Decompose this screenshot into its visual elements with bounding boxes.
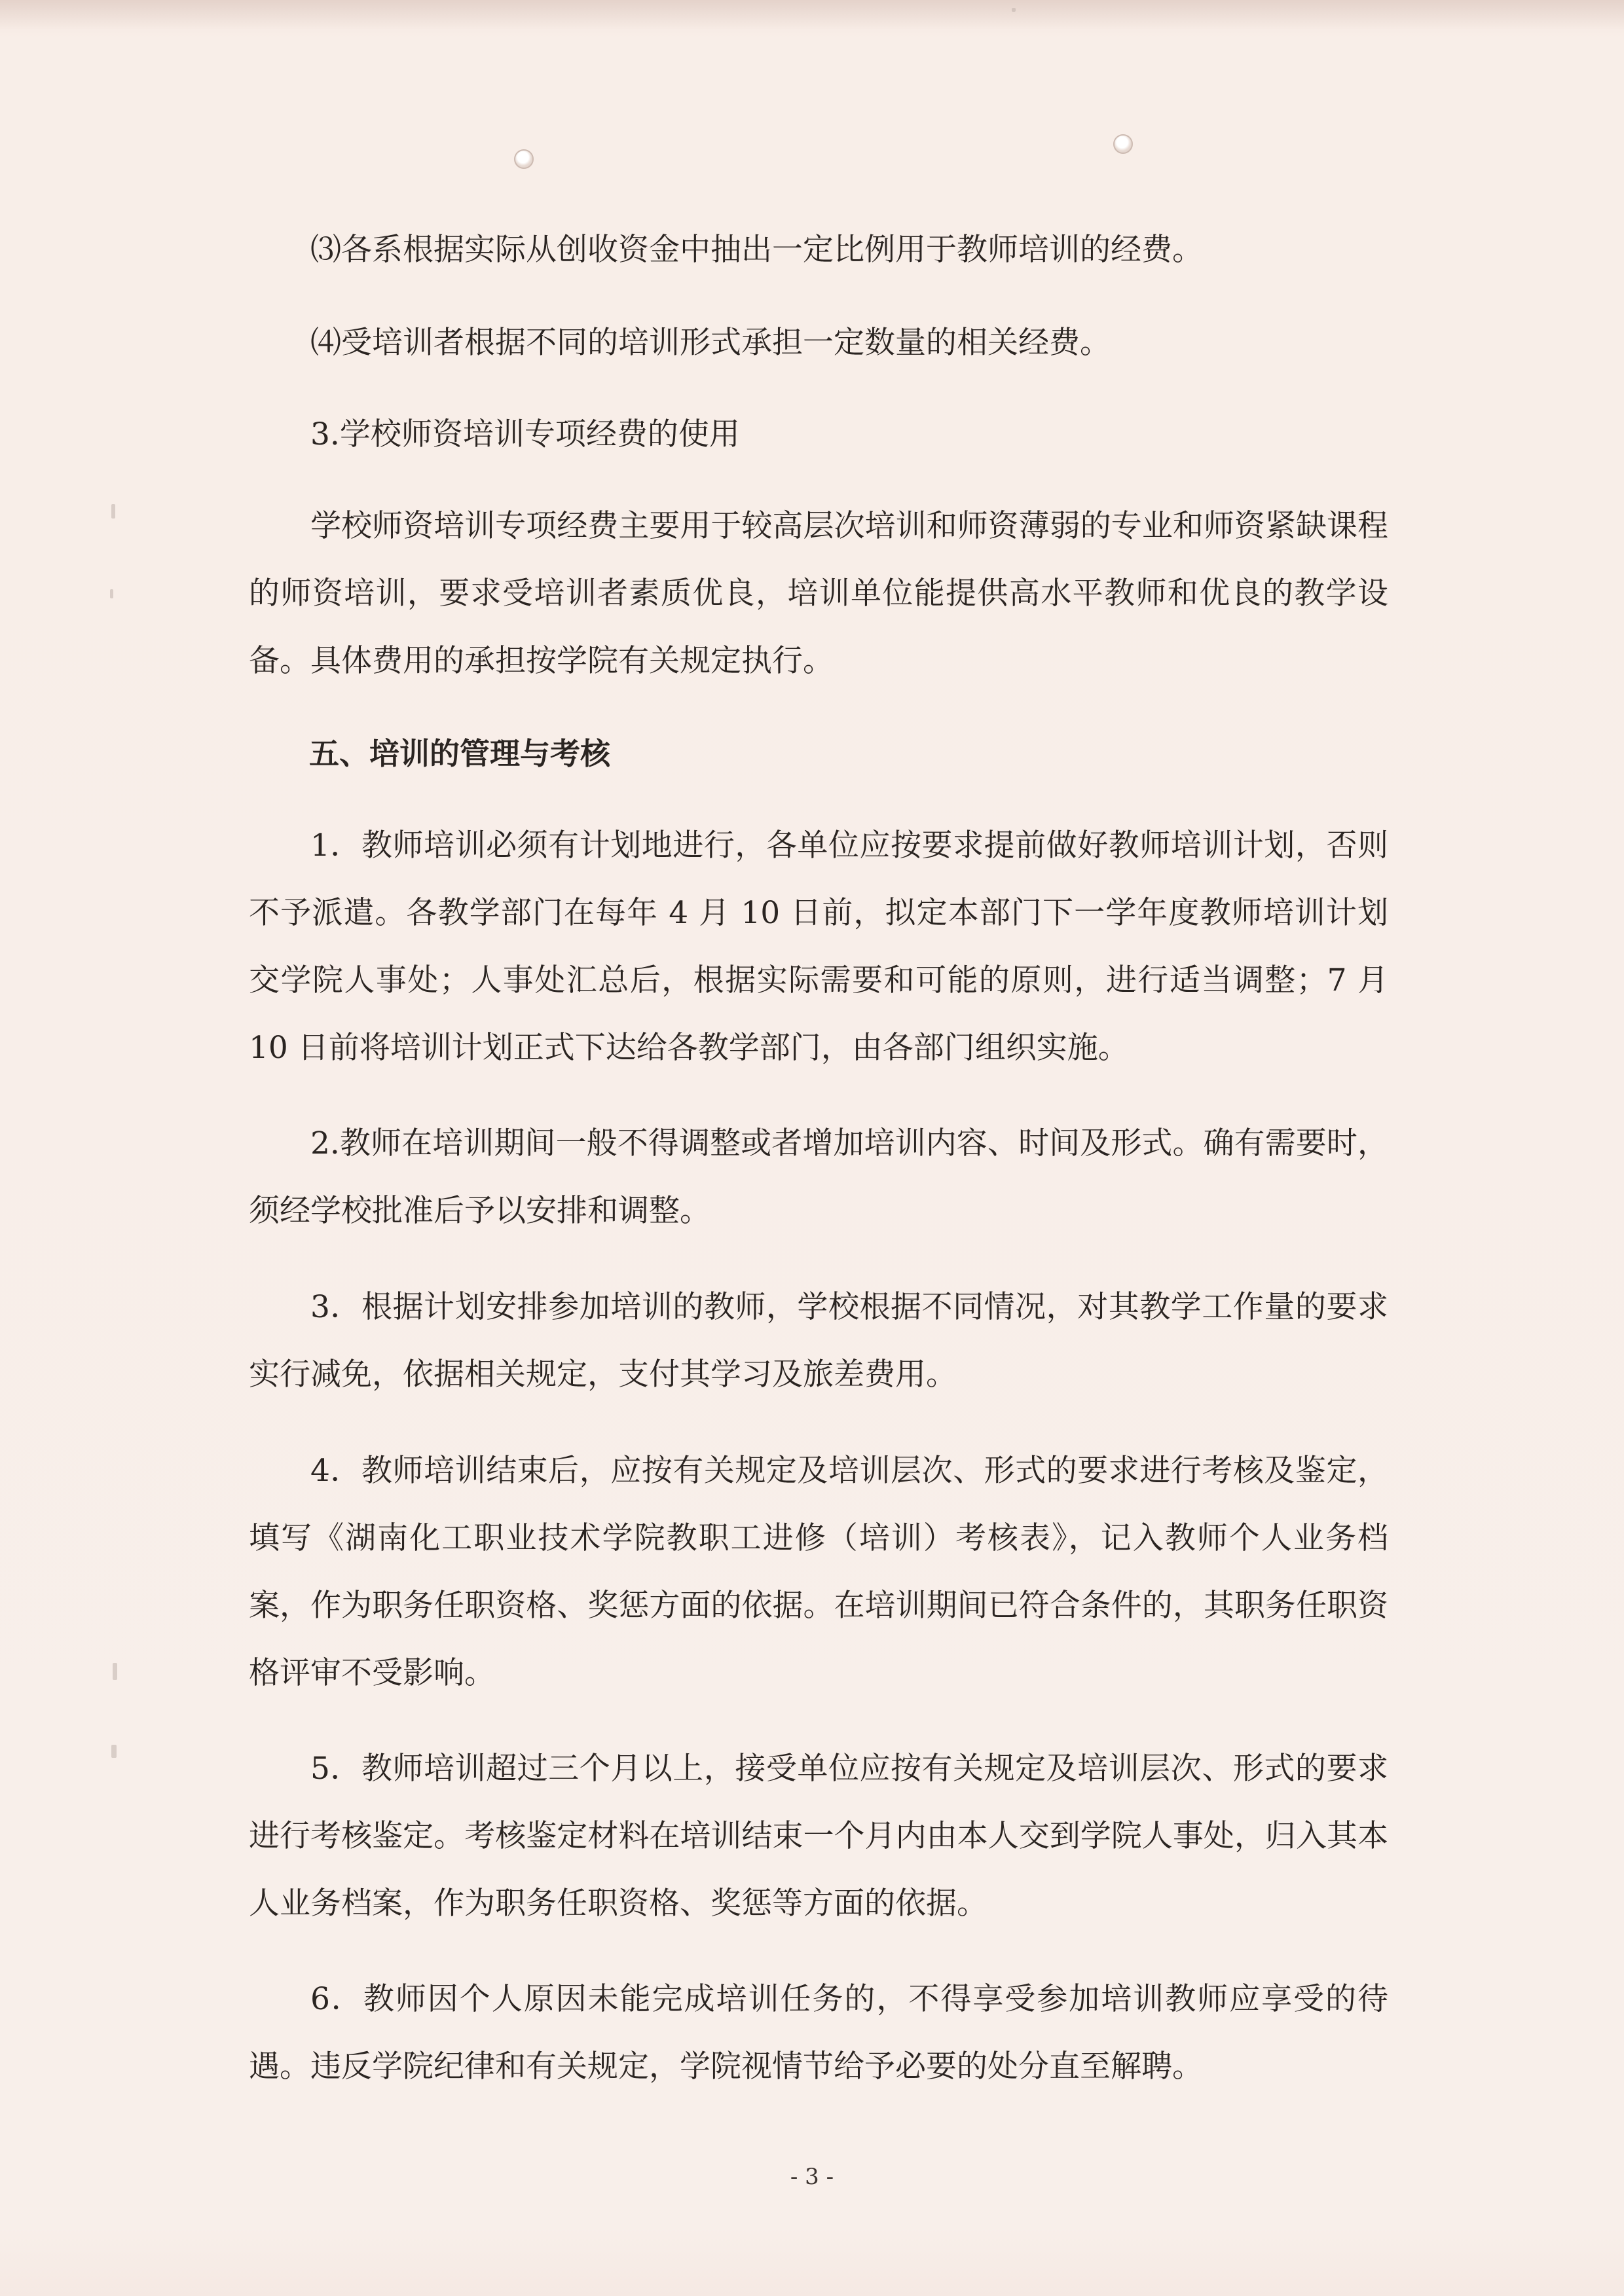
- management-item-5: 5．教师培训超过三个月以上，接受单位应按有关规定及培训层次、形式的要求进行考核鉴定。考核鉴定材料在培训结束一个月内由本人交到学院人事处，归入其本人业务档案，作为职务任职资格、奖惩等方面的依据。: [249, 1751, 1388, 1922]
- page-number: - 3 -: [790, 2164, 834, 2190]
- scan-speck: [1012, 8, 1016, 12]
- management-item-4: 4．教师培训结束后，应按有关规定及培训层次、形式的要求进行考核及鉴定，填写《湖南化工职业技术学院教职工进修（培训）考核表》，记入教师个人业务档案，作为职务任职资格、奖惩方面的依据。在培训期间已符合条件的，其职务任职资格评审不受影响。: [249, 1453, 1388, 1691]
- management-item-6: 6．教师因个人原因未能完成培训任务的，不得享受参加培训教师应享受的待遇。违反学院纪律和有关规定，学院视情节给予必要的处分直至解聘。: [249, 1981, 1388, 2085]
- management-item-3: 3．根据计划安排参加培训的教师，学校根据不同情况，对其教学工作量的要求实行减免，依据相关规定，支付其学习及旅差费用。: [249, 1289, 1388, 1393]
- scan-speck: [113, 1663, 117, 1680]
- management-item-1: 1．教师培训必须有计划地进行，各单位应按要求提前做好教师培训计划，否则不予派遣。各教学部门在每年 4 月 10 日前，拟定本部门下一学年度教师培训计划交学院人事处；人事处汇总后，根据实际需要和可能的原则，进行适当调整；7 月 10 日前将培训计划正式下达给各教学部门，由各部门组织实施。: [249, 828, 1388, 1066]
- punch-hole-left: [514, 149, 534, 169]
- subsection-body: 学校师资培训专项经费主要用于较高层次培训和师资薄弱的专业和师资紧缺课程的师资培训，要求受培训者素质优良，培训单位能提供高水平教师和优良的教学设备。具体费用的承担按学院有关规定执行。: [249, 508, 1388, 679]
- section-heading: 五、培训的管理与考核: [309, 736, 610, 771]
- scan-speck: [110, 589, 113, 598]
- scan-speck: [111, 504, 115, 519]
- management-item-2: 2.教师在培训期间一般不得调整或者增加培训内容、时间及形式。确有需要时，须经学校批准后予以安排和调整。: [249, 1125, 1388, 1229]
- funding-item-4: ⑷受培训者根据不同的培训形式承担一定数量的相关经费。: [310, 325, 1111, 361]
- scan-speck: [111, 1745, 117, 1758]
- punch-hole-right: [1113, 134, 1133, 154]
- funding-item-3: ⑶各系根据实际从创收资金中抽出一定比例用于教师培训的经费。: [310, 232, 1203, 268]
- scan-top-edge-shadow: [0, 0, 1624, 30]
- subsection-title: 3.学校师资培训专项经费的使用: [310, 416, 740, 452]
